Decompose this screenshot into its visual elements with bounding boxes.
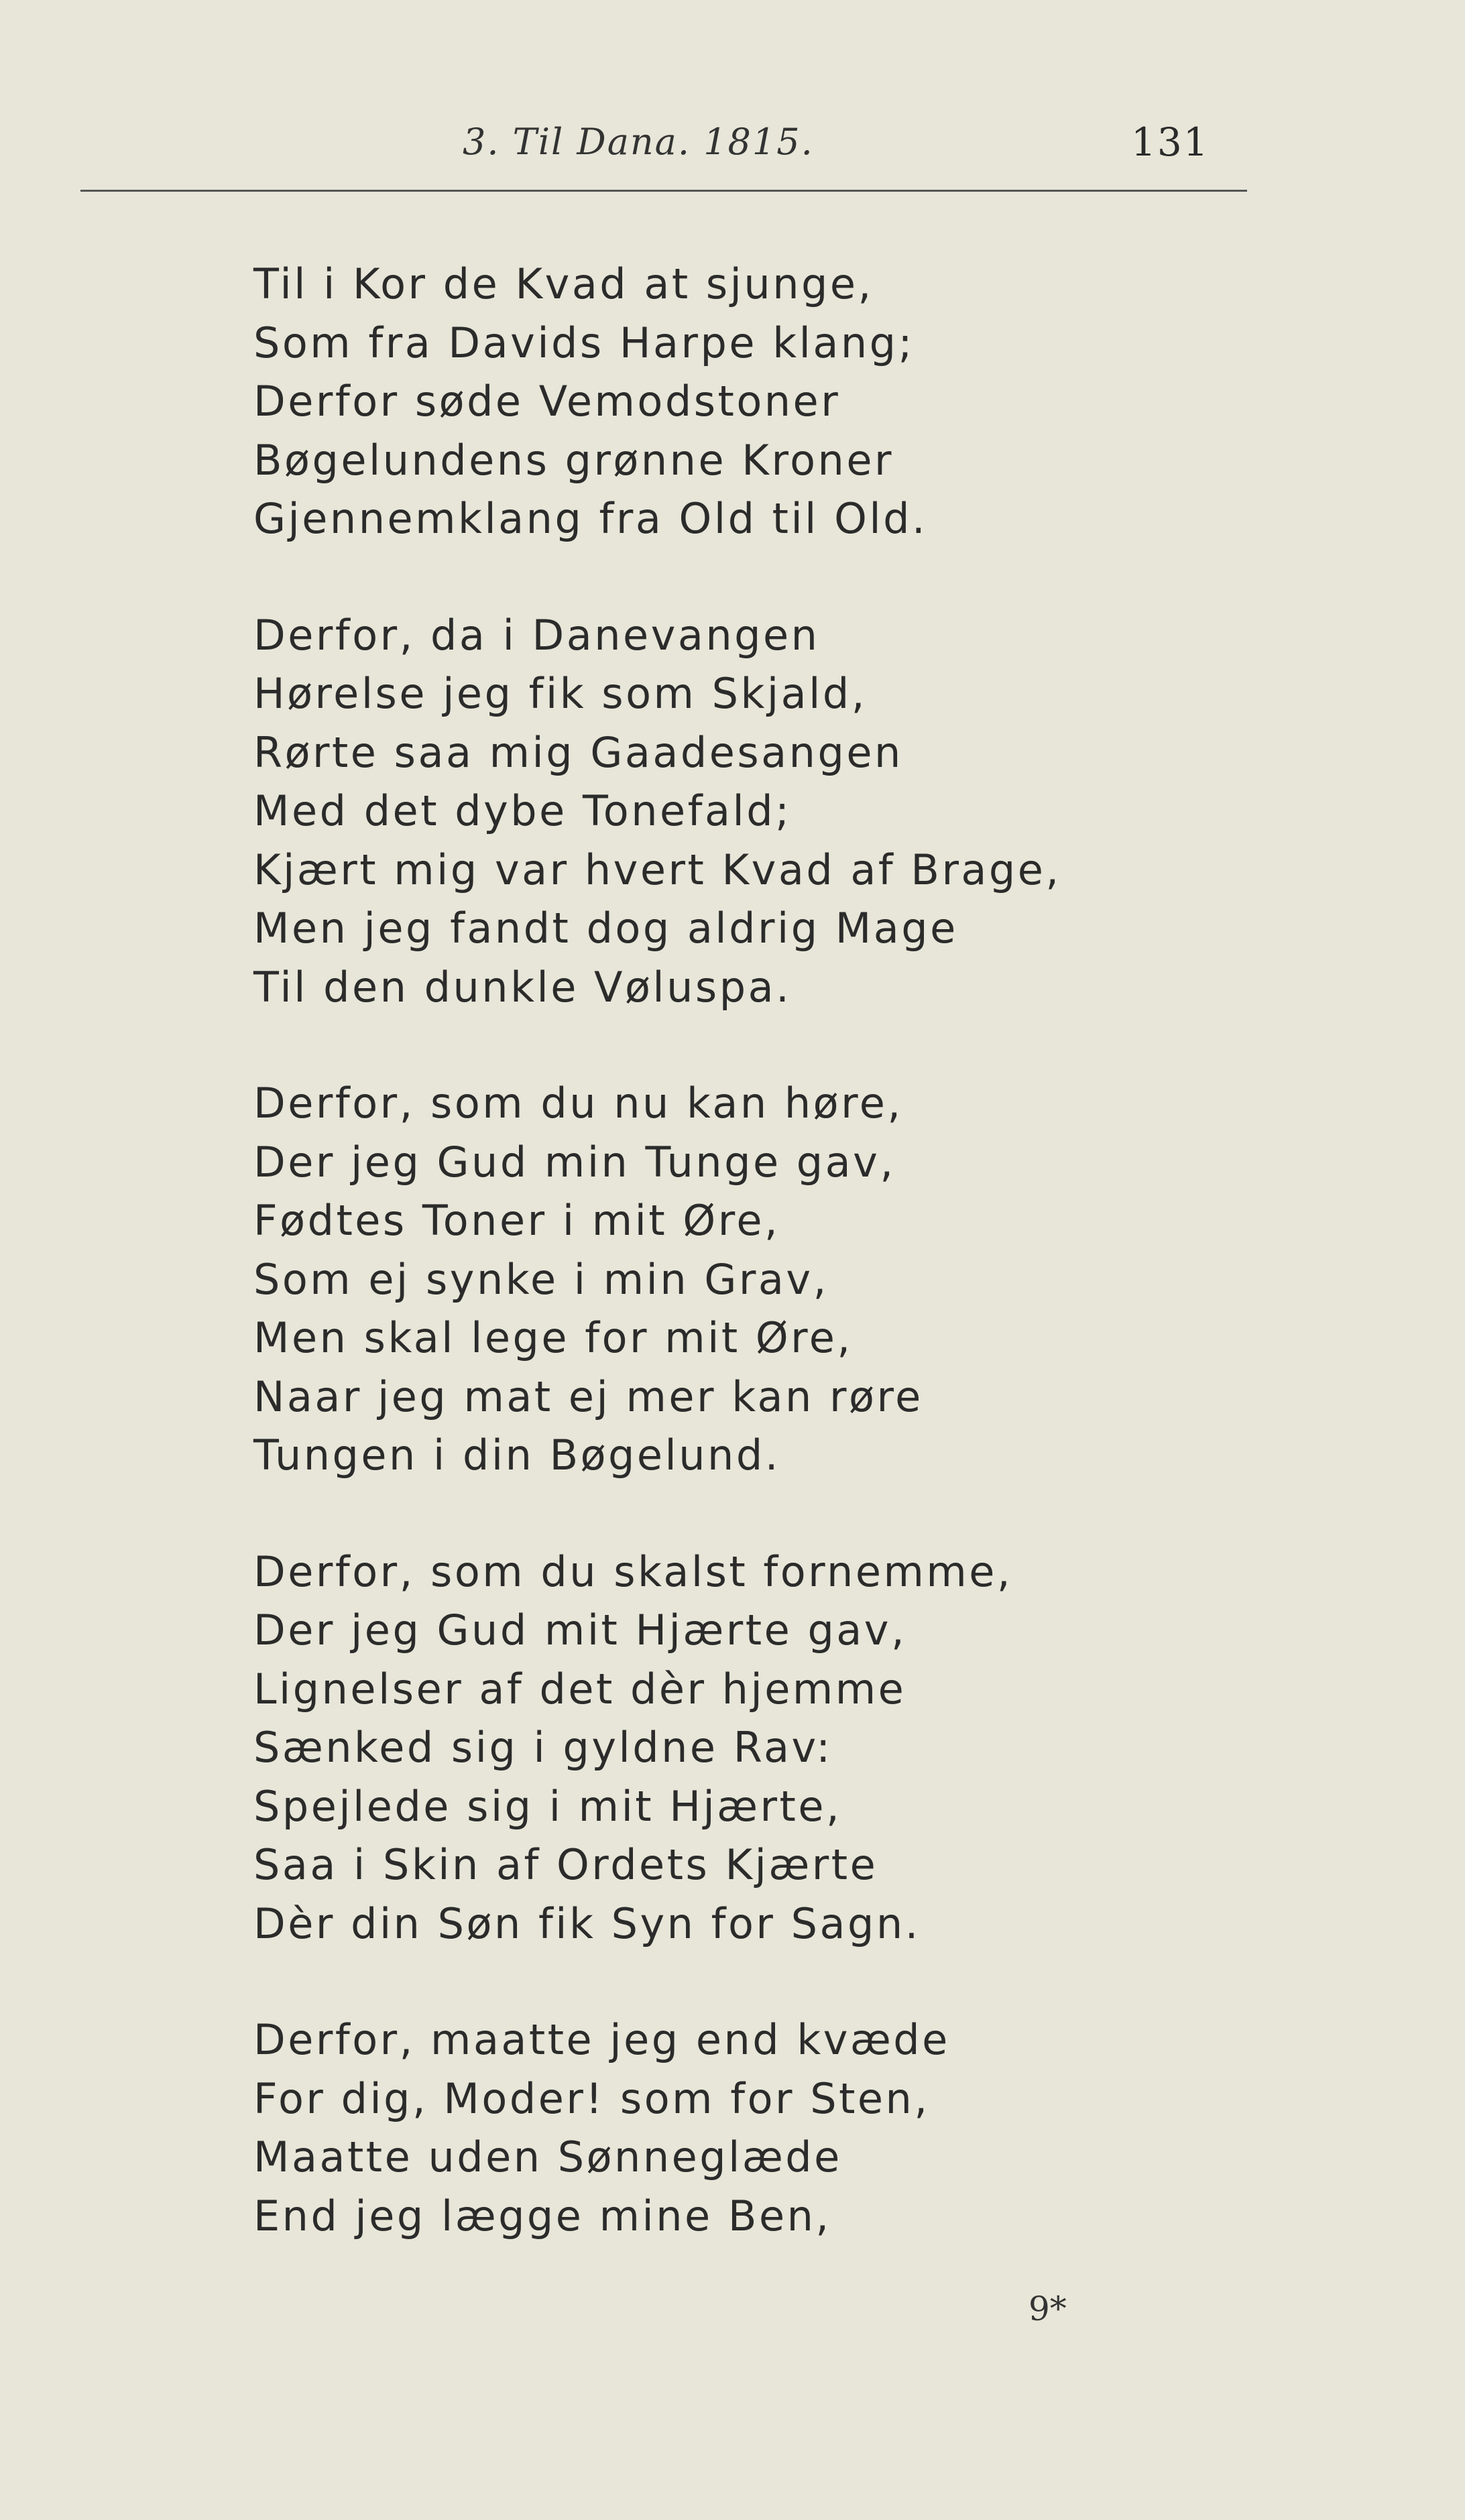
verse-line: Rørte saa mig Gaadesangen <box>253 727 903 777</box>
verse-line: Der jeg Gud min Tunge gav, <box>253 1137 896 1187</box>
verse-line: Spejlede sig i mit Hjærte, <box>253 1781 842 1831</box>
verse-line: Som ej synke i min Grav, <box>253 1254 829 1304</box>
verse-line: Men skal lege for mit Øre, <box>253 1313 853 1362</box>
verse-line: Naar jeg mat ej mer kan røre <box>253 1372 923 1421</box>
verse-line: Derfor søde Vemodstoner <box>253 377 841 426</box>
stanza-4 <box>253 1543 1393 1954</box>
verse-line: For dig, Moder! som for Sten, <box>253 2074 930 2123</box>
verse-line: Tungen i din Bøgelund. <box>253 1431 780 1480</box>
verse-line: Gjennemklang fra Old til Old. <box>253 494 928 543</box>
verse-line: End jeg lægge mine Ben, <box>253 2191 831 2240</box>
verse-line: Men jeg fandt dog aldrig Mage <box>253 904 958 953</box>
verse-line: Derfor, da i Danevangen <box>253 610 820 660</box>
verse-line: Saa i Skin af Ordets Kjærte <box>253 1840 878 1889</box>
verse-line: Dèr din Søn fik Syn for Sagn. <box>253 1899 921 1948</box>
verse-line: Derfor, maatte jeg end kvæde <box>253 2015 950 2064</box>
verse-line: Bøgelundens grønne Kroner <box>253 435 894 485</box>
poem-body <box>253 255 1393 2303</box>
verse-line: Derfor, som du skalst fornemme, <box>253 1547 1013 1596</box>
stanza-1 <box>253 255 1393 548</box>
verse-line: Kjært mig var hvert Kvad af Brage, <box>253 845 1061 894</box>
verse-line: Lignelser af det dèr hjemme <box>253 1664 906 1714</box>
verse-line: Maatte uden Sønneglæde <box>253 2133 842 2181</box>
running-title: 3. Til Dana. 1815. <box>463 121 814 163</box>
page-number: 131 <box>1131 119 1210 165</box>
verse-line: Til i Kor de Kvad at sjunge, <box>253 259 874 308</box>
verse-line: Der jeg Gud mit Hjærte gav, <box>253 1606 907 1655</box>
stanza-5 <box>253 2011 1393 2245</box>
signature-mark: 9* <box>1029 2289 1067 2328</box>
verse-line: Til den dunkle Vøluspa. <box>253 962 792 1012</box>
verse-line: Hørelse jeg fik som Skjald, <box>253 669 867 718</box>
verse-line: Fødtes Toner i mit Øre, <box>253 1196 780 1245</box>
verse-line: Med det dybe Tonefald; <box>253 786 792 835</box>
running-head <box>80 114 1247 174</box>
verse-line: Sænked sig i gyldne Rav: <box>253 1723 833 1772</box>
stanza-2 <box>253 606 1393 1017</box>
header-rule <box>80 190 1247 192</box>
verse-line: Som fra Davids Harpe klang; <box>253 318 915 367</box>
verse-line: Derfor, som du nu kan høre, <box>253 1079 903 1128</box>
stanza-3 <box>253 1074 1393 1485</box>
